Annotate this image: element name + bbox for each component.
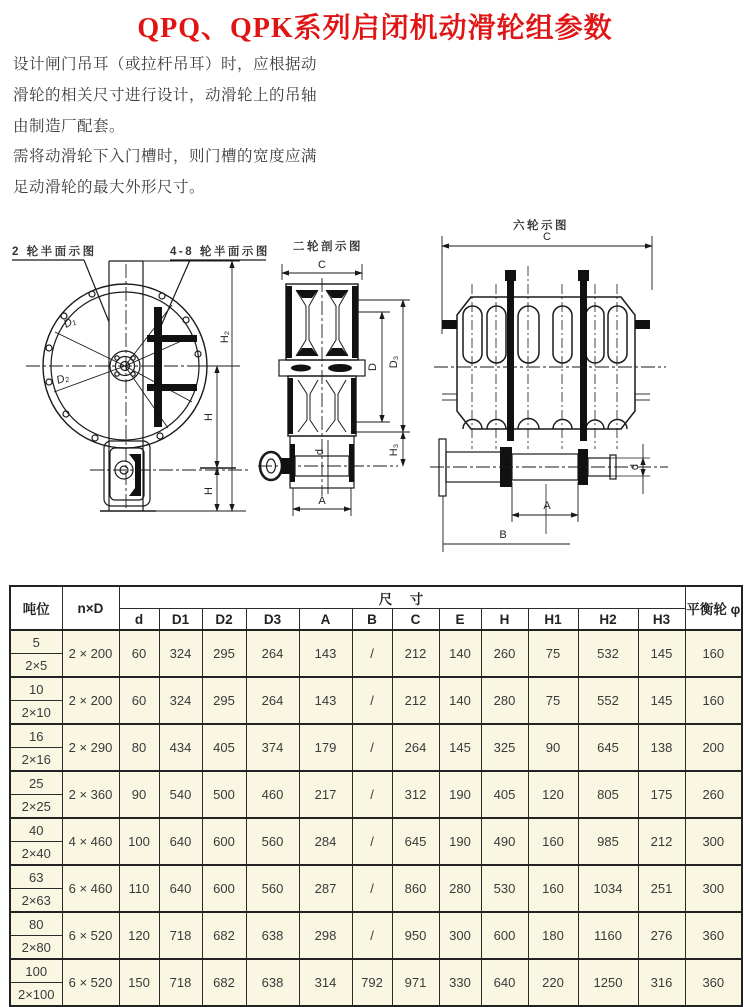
header-dim: D2 <box>202 609 246 631</box>
dim-value-cell: 280 <box>439 865 481 912</box>
header-tonnage: 吨位 <box>10 586 62 630</box>
tonnage-cell-top: 40 <box>10 818 62 842</box>
dim-value-cell: 160 <box>528 865 578 912</box>
dim-value-cell: 75 <box>528 630 578 677</box>
dim-value-cell: 460 <box>246 771 299 818</box>
dim-value-cell: 140 <box>439 677 481 724</box>
dim-value-cell: 600 <box>202 865 246 912</box>
dim-value-cell: 600 <box>481 912 528 959</box>
dim-label-d-small-right: d <box>629 463 641 471</box>
dim-value-cell: 532 <box>578 630 638 677</box>
balance-wheel-cell: 260 <box>685 771 742 818</box>
dim-value-cell: 120 <box>119 912 159 959</box>
dim-value-cell: 295 <box>202 630 246 677</box>
dim-value-cell: 792 <box>352 959 392 1006</box>
nxd-cell: 6 × 520 <box>62 912 119 959</box>
dim-value-cell: / <box>352 771 392 818</box>
dim-value-cell: 287 <box>299 865 352 912</box>
balance-wheel-cell: 360 <box>685 959 742 1006</box>
dim-value-cell: / <box>352 630 392 677</box>
dim-value-cell: 190 <box>439 818 481 865</box>
nxd-cell: 2 × 200 <box>62 630 119 677</box>
dim-label-d-small: d <box>314 448 326 456</box>
dim-label-d: D <box>367 363 379 371</box>
dim-value-cell: 179 <box>299 724 352 771</box>
left-diagram-caption: 2 轮半面示图 <box>12 246 97 258</box>
header-dim: C <box>392 609 439 631</box>
tonnage-cell-bottom: 2×63 <box>10 889 62 913</box>
dim-value-cell: 314 <box>299 959 352 1006</box>
dim-value-cell: 120 <box>528 771 578 818</box>
tonnage-cell-bottom: 2×100 <box>10 983 62 1007</box>
header-dim: E <box>439 609 481 631</box>
dim-value-cell: 645 <box>578 724 638 771</box>
balance-wheel-cell: 300 <box>685 818 742 865</box>
table-body <box>10 630 742 1006</box>
two-wheel-section-diagram <box>258 239 410 516</box>
dim-value-cell: 560 <box>246 818 299 865</box>
dim-value-cell: 500 <box>202 771 246 818</box>
dim-value-cell: 490 <box>481 818 528 865</box>
dim-value-cell: 280 <box>481 677 528 724</box>
nxd-cell: 6 × 460 <box>62 865 119 912</box>
nxd-cell: 6 × 520 <box>62 959 119 1006</box>
dim-value-cell: 718 <box>159 959 202 1006</box>
dim-value-cell: 640 <box>481 959 528 1006</box>
table-container <box>9 585 743 1007</box>
slot-center-lines <box>472 266 617 449</box>
dim-label-a: A <box>318 495 326 507</box>
wheel-slots <box>463 306 627 363</box>
dim-value-cell: 180 <box>528 912 578 959</box>
dim-value-cell: 251 <box>638 865 685 912</box>
dim-value-cell: 971 <box>392 959 439 1006</box>
dim-value-cell: 805 <box>578 771 638 818</box>
dim-value-cell: 217 <box>299 771 352 818</box>
dim-value-cell: / <box>352 818 392 865</box>
nxd-cell: 2 × 200 <box>62 677 119 724</box>
tonnage-cell-top: 63 <box>10 865 62 889</box>
dim-value-cell: 405 <box>202 724 246 771</box>
header-dim: B <box>352 609 392 631</box>
balance-wheel-cell: 360 <box>685 912 742 959</box>
dim-value-cell: 374 <box>246 724 299 771</box>
dim-value-cell: 640 <box>159 865 202 912</box>
intro-line: 由制造厂配套。 <box>13 117 126 135</box>
intro-line: 滑轮的相关尺寸进行设计，动滑轮上的吊轴 <box>13 86 318 104</box>
dim-value-cell: 260 <box>481 630 528 677</box>
two-wheel-half-view-diagram <box>12 244 270 511</box>
dim-value-cell: 160 <box>528 818 578 865</box>
dim-value-cell: 145 <box>439 724 481 771</box>
dim-value-cell: 90 <box>528 724 578 771</box>
technical-drawings <box>10 204 740 576</box>
dim-value-cell: 552 <box>578 677 638 724</box>
header-balance-wheel: 平衡轮 φ <box>685 586 742 630</box>
tonnage-cell-top: 100 <box>10 959 62 983</box>
dim-value-cell: 138 <box>638 724 685 771</box>
dim-value-cell: 682 <box>202 959 246 1006</box>
dim-value-cell: 540 <box>159 771 202 818</box>
tonnage-cell-bottom: 2×80 <box>10 936 62 960</box>
dim-value-cell: 284 <box>299 818 352 865</box>
right-diagram-caption: 六轮示图 <box>513 220 569 232</box>
dim-value-cell: 143 <box>299 630 352 677</box>
spoke-cross <box>147 307 197 427</box>
dim-value-cell: 638 <box>246 959 299 1006</box>
dim-value-cell: 190 <box>439 771 481 818</box>
dim-value-cell: 298 <box>299 912 352 959</box>
dim-value-cell: 600 <box>202 818 246 865</box>
intro-line: 需将动滑轮下入门槽时，则门槽的宽度应满 <box>13 148 318 166</box>
dim-label-h2: H₂ <box>219 330 231 344</box>
tonnage-cell-top: 25 <box>10 771 62 795</box>
upper-sheaves <box>296 290 348 356</box>
dim-value-cell: 276 <box>638 912 685 959</box>
dim-value-cell: 1160 <box>578 912 638 959</box>
dim-value-cell: 330 <box>439 959 481 1006</box>
parameters-table <box>9 585 743 1007</box>
dim-label-b: B <box>499 529 507 541</box>
dim-value-cell: 143 <box>299 677 352 724</box>
intro-line: 足动滑轮的最大外形尺寸。 <box>13 179 206 197</box>
header-size-group: 尺 寸 <box>119 586 685 609</box>
dim-value-cell: 860 <box>392 865 439 912</box>
axle-assembly <box>430 439 668 552</box>
dim-label-d3: D₃ <box>388 355 400 369</box>
tonnage-cell-bottom: 2×5 <box>10 654 62 678</box>
nxd-cell: 2 × 290 <box>62 724 119 771</box>
header-dim: d <box>119 609 159 631</box>
dim-value-cell: 145 <box>638 630 685 677</box>
header-dim: H1 <box>528 609 578 631</box>
header-dim: H3 <box>638 609 685 631</box>
dim-value-cell: 220 <box>528 959 578 1006</box>
dim-value-cell: 110 <box>119 865 159 912</box>
balance-wheel-cell: 160 <box>685 677 742 724</box>
nxd-cell: 4 × 460 <box>62 818 119 865</box>
dim-label-d1: D₁ <box>61 314 78 331</box>
dim-value-cell: 324 <box>159 630 202 677</box>
dim-value-cell: 100 <box>119 818 159 865</box>
balance-wheel-cell: 300 <box>685 865 742 912</box>
dim-value-cell: / <box>352 912 392 959</box>
intro-paragraphs <box>13 50 663 204</box>
dim-value-cell: 405 <box>481 771 528 818</box>
dim-value-cell: 530 <box>481 865 528 912</box>
dim-label-c: C <box>318 259 326 271</box>
left-diagram-caption-2: 4-8 轮半面示图 <box>170 246 270 258</box>
dim-value-cell: 75 <box>528 677 578 724</box>
tonnage-cell-top: 5 <box>10 630 62 654</box>
dim-value-cell: 434 <box>159 724 202 771</box>
dim-value-cell: 638 <box>246 912 299 959</box>
tonnage-cell-bottom: 2×25 <box>10 795 62 819</box>
dim-label-d2: D₂ <box>54 371 71 387</box>
dim-value-cell: 312 <box>392 771 439 818</box>
dim-value-cell: 640 <box>159 818 202 865</box>
dim-value-cell: 718 <box>159 912 202 959</box>
dim-value-cell: 325 <box>481 724 528 771</box>
dim-label-h-upper: H <box>203 413 215 421</box>
dim-value-cell: / <box>352 724 392 771</box>
header-dim: H <box>481 609 528 631</box>
dim-value-cell: 60 <box>119 630 159 677</box>
dim-value-cell: 212 <box>392 630 439 677</box>
tonnage-cell-bottom: 2×40 <box>10 842 62 866</box>
dim-value-cell: 1034 <box>578 865 638 912</box>
dim-value-cell: 1250 <box>578 959 638 1006</box>
dim-value-cell: 90 <box>119 771 159 818</box>
dim-value-cell: 985 <box>578 818 638 865</box>
dim-value-cell: 316 <box>638 959 685 1006</box>
dim-value-cell: 212 <box>392 677 439 724</box>
dim-value-cell: 324 <box>159 677 202 724</box>
dim-value-cell: 150 <box>119 959 159 1006</box>
six-wheel-view-diagram <box>430 218 668 552</box>
dim-value-cell: 264 <box>246 630 299 677</box>
pulley-drawings-svg <box>10 204 740 576</box>
dim-value-cell: 140 <box>439 630 481 677</box>
tonnage-cell-bottom: 2×16 <box>10 748 62 772</box>
dim-label-h-lower: H <box>203 487 215 495</box>
header-dim: D1 <box>159 609 202 631</box>
dim-value-cell: 145 <box>638 677 685 724</box>
balance-wheel-cell: 200 <box>685 724 742 771</box>
balance-wheel-cell: 160 <box>685 630 742 677</box>
header-dim: A <box>299 609 352 631</box>
dim-label-a-right: A <box>543 500 551 512</box>
dim-value-cell: 645 <box>392 818 439 865</box>
tonnage-cell-top: 16 <box>10 724 62 748</box>
dim-value-cell: 264 <box>246 677 299 724</box>
bottom-arcs <box>463 419 627 430</box>
page-title: QPQ、QPK系列启闭机动滑轮组参数 <box>137 13 613 44</box>
dim-value-cell: 212 <box>638 818 685 865</box>
tonnage-cell-bottom: 2×10 <box>10 701 62 725</box>
dim-value-cell: 60 <box>119 677 159 724</box>
header-nxd: n×D <box>62 586 119 630</box>
dim-value-cell: 682 <box>202 912 246 959</box>
dim-value-cell: / <box>352 677 392 724</box>
tonnage-cell-top: 80 <box>10 912 62 936</box>
tonnage-cell-top: 10 <box>10 677 62 701</box>
middle-diagram-caption: 二轮剖示图 <box>293 241 363 253</box>
dim-value-cell: 950 <box>392 912 439 959</box>
dim-value-cell: 300 <box>439 912 481 959</box>
header-dim: D3 <box>246 609 299 631</box>
dim-value-cell: 175 <box>638 771 685 818</box>
dim-value-cell: 295 <box>202 677 246 724</box>
bottom-lug <box>90 441 248 506</box>
nxd-cell: 2 × 360 <box>62 771 119 818</box>
dim-value-cell: / <box>352 865 392 912</box>
dim-label-h3: H₃ <box>388 443 400 457</box>
header-dim: H2 <box>578 609 638 631</box>
dim-value-cell: 80 <box>119 724 159 771</box>
dim-label-c-right: C <box>543 231 551 243</box>
dim-value-cell: 264 <box>392 724 439 771</box>
dim-value-cell: 560 <box>246 865 299 912</box>
intro-line: 设计闸门吊耳（或拉杆吊耳）时，应根据动 <box>13 56 318 73</box>
